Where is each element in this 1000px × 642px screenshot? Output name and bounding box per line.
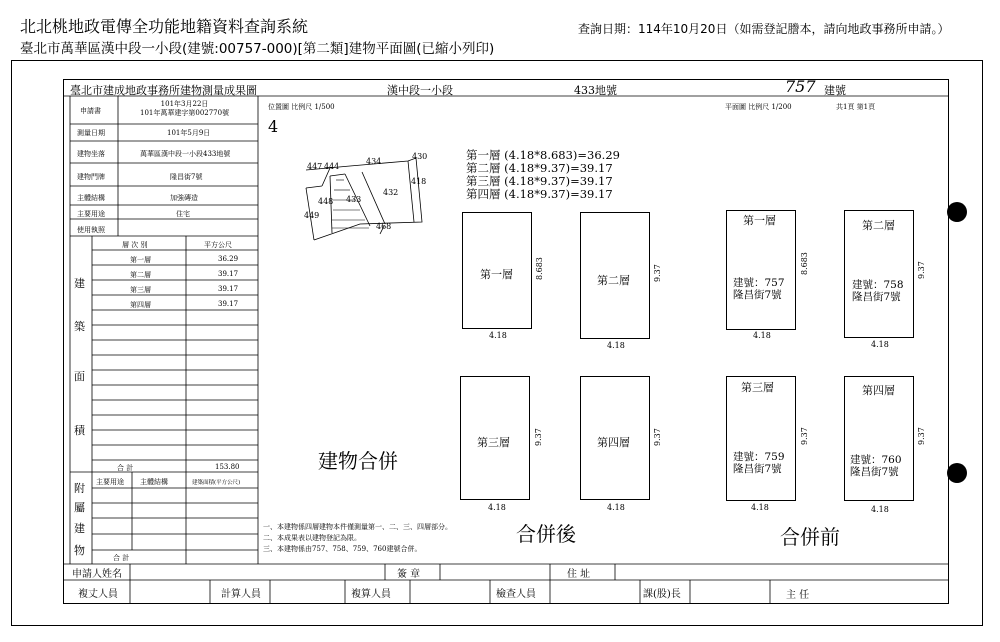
area-value: 39.17 [218, 285, 239, 293]
annex-col: 主體結構 [140, 478, 168, 486]
note-line: 一、本建物係四層建物本件僅測量第一、二、三、四層部分。 [263, 523, 452, 531]
area-side-label: 築 [74, 320, 85, 333]
depth-label: 9.37 [653, 428, 662, 446]
footer-inspector: 檢查人員 [496, 589, 536, 600]
unit-floor: 第一層 [743, 214, 776, 227]
depth-label: 9.37 [534, 428, 543, 446]
lot-label: 432 [383, 188, 399, 197]
annex-total-label: 合 計 [113, 554, 130, 562]
annex-side-label: 物 [74, 544, 85, 557]
unit-address: 隆昌街7號 [852, 291, 901, 303]
info-value: 萬華區漢中段一小段433地號 [140, 150, 231, 158]
area-floor: 第一層 [130, 256, 151, 264]
merge-note: 建物合併 [318, 449, 398, 473]
width-label: 4.18 [489, 331, 507, 340]
area-floor: 第二層 [130, 271, 151, 279]
system-title: 北北桃地政電傳全功能地籍資料查詢系統 [20, 17, 309, 36]
footer-section-chief: 課(股)長 [643, 589, 681, 600]
lot-label: 449 [304, 211, 320, 220]
width-label: 4.18 [751, 503, 769, 512]
info-value: 隆昌街7號 [170, 173, 203, 181]
width-label: 4.18 [607, 341, 625, 350]
annex-side-label: 屬 [74, 501, 85, 514]
footer-seal: 簽 章 [397, 569, 421, 580]
info-label: 測量日期 [77, 129, 105, 137]
footer-applicant: 申請人姓名 [72, 569, 122, 580]
annex-side-label: 附 [74, 482, 85, 495]
depth-label: 8.683 [800, 252, 809, 275]
annex-col: 主要用途 [96, 478, 124, 486]
width-label: 4.18 [871, 340, 889, 349]
info-label: 使用執照 [77, 226, 105, 234]
floor-plan-label: 第四層 [597, 436, 630, 449]
unit-bldg-no: 建號：760 [850, 454, 902, 466]
info-value: 住宅 [176, 210, 190, 218]
document-subtitle: 臺北市萬華區漢中段一小段(建號:00757-000)[第二類]建物平面圖(已縮小列印) [20, 41, 495, 57]
width-label: 4.18 [488, 503, 506, 512]
floor-plan-label: 第二層 [597, 274, 630, 287]
lot-label: 434 [366, 157, 382, 166]
area-total-label: 合 計 [117, 464, 134, 472]
area-total: 153.80 [215, 463, 240, 471]
info-value: 101年5月9日 [167, 129, 211, 137]
footer-reviewer: 複丈人員 [78, 589, 118, 600]
area-col-sqm: 平方公尺 [204, 241, 232, 249]
handwritten-mark: 4 [268, 117, 279, 136]
area-value: 39.17 [218, 270, 239, 278]
info-label: 主體結構 [77, 194, 105, 202]
unit-address: 隆昌街7號 [733, 463, 782, 475]
merged-after-label: 合併後 [516, 522, 576, 546]
lot-label: 433 [346, 195, 362, 204]
lot-label: 444 [324, 162, 340, 171]
footer-checker: 複算人員 [351, 589, 391, 600]
handwritten-bldg-no: 757 [785, 77, 816, 96]
depth-label: 9.37 [653, 264, 662, 282]
depth-label: 9.37 [917, 427, 926, 445]
width-label: 4.18 [871, 505, 889, 514]
area-col-floor: 層 次 別 [122, 241, 148, 249]
lot-label: 448 [318, 197, 334, 206]
unit-address: 隆昌街7號 [850, 466, 899, 478]
info-value: 加強磚造 [170, 194, 198, 202]
info-label: 建物門牌 [77, 173, 105, 181]
area-value: 39.17 [218, 300, 239, 308]
unit-bldg-no: 建號：759 [733, 451, 785, 463]
merged-before-label: 合併前 [780, 525, 840, 549]
lot-label: 418 [411, 177, 427, 186]
area-calc: 第二層 (4.18*9.37)=39.17 [466, 161, 613, 175]
area-side-label: 面 [74, 370, 85, 383]
bldg-no-label: 建號 [824, 84, 846, 97]
lot-label: 447 [307, 162, 323, 171]
area-value: 36.29 [218, 255, 239, 263]
unit-floor: 第三層 [741, 381, 774, 394]
info-label: 申請書 [80, 107, 101, 115]
floor-plan-label: 第三層 [477, 436, 510, 449]
area-calc: 第四層 (4.18*9.37)=39.17 [466, 187, 613, 201]
area-calc: 第三層 (4.18*9.37)=39.17 [466, 174, 613, 188]
annex-side-label: 建 [74, 522, 85, 535]
lot-label: 430 [412, 152, 428, 161]
lot-label: 468 [376, 222, 392, 231]
note-line: 二、本成果表以建物登記為限。 [263, 534, 361, 542]
footer-calculator: 計算人員 [221, 589, 261, 600]
area-floor: 第四層 [130, 301, 151, 309]
unit-address: 隆昌街7號 [733, 289, 782, 301]
office-title: 臺北市建成地政事務所建物測量成果圖 [70, 84, 257, 97]
area-floor: 第三層 [130, 286, 151, 294]
location-scale: 位置圖 比例尺 1/500 [268, 103, 335, 111]
width-label: 4.18 [607, 503, 625, 512]
floor-plan-label: 第一層 [480, 268, 513, 281]
unit-bldg-no: 建號：757 [733, 277, 785, 289]
footer-director: 主 任 [786, 590, 810, 601]
width-label: 4.18 [753, 331, 771, 340]
info-label: 建物坐落 [77, 150, 105, 158]
area-calc: 第一層 (4.18*8.683)=36.29 [466, 148, 620, 162]
unit-plan-757 [726, 210, 796, 330]
depth-label: 8.683 [535, 257, 544, 280]
page-number: 共1頁 第1頁 [836, 103, 876, 111]
area-side-label: 積 [74, 424, 85, 437]
footer-address: 住 址 [567, 569, 591, 580]
area-side-label: 建 [74, 277, 85, 290]
annex-col: 建築面積(平方公尺) [192, 480, 241, 486]
query-date: 查詢日期：114年10月20日（如需登記謄本，請向地政事務所申請。） [578, 22, 950, 36]
plan-scale: 平面圖 比例尺 1/200 [725, 103, 792, 111]
info-label: 主要用途 [77, 210, 105, 218]
lot-number: 433地號 [574, 84, 617, 97]
info-value: 101年3月22日 101年萬華建字第002770號 [140, 100, 230, 117]
section-name: 漢中段一小段 [387, 84, 453, 97]
note-line: 三、本建物係由757、758、759、760建號合併。 [263, 545, 422, 553]
depth-label: 9.37 [800, 427, 809, 445]
depth-label: 9.37 [917, 261, 926, 279]
unit-floor: 第四層 [862, 384, 895, 397]
unit-floor: 第二層 [862, 219, 895, 232]
unit-bldg-no: 建號：758 [852, 279, 904, 291]
